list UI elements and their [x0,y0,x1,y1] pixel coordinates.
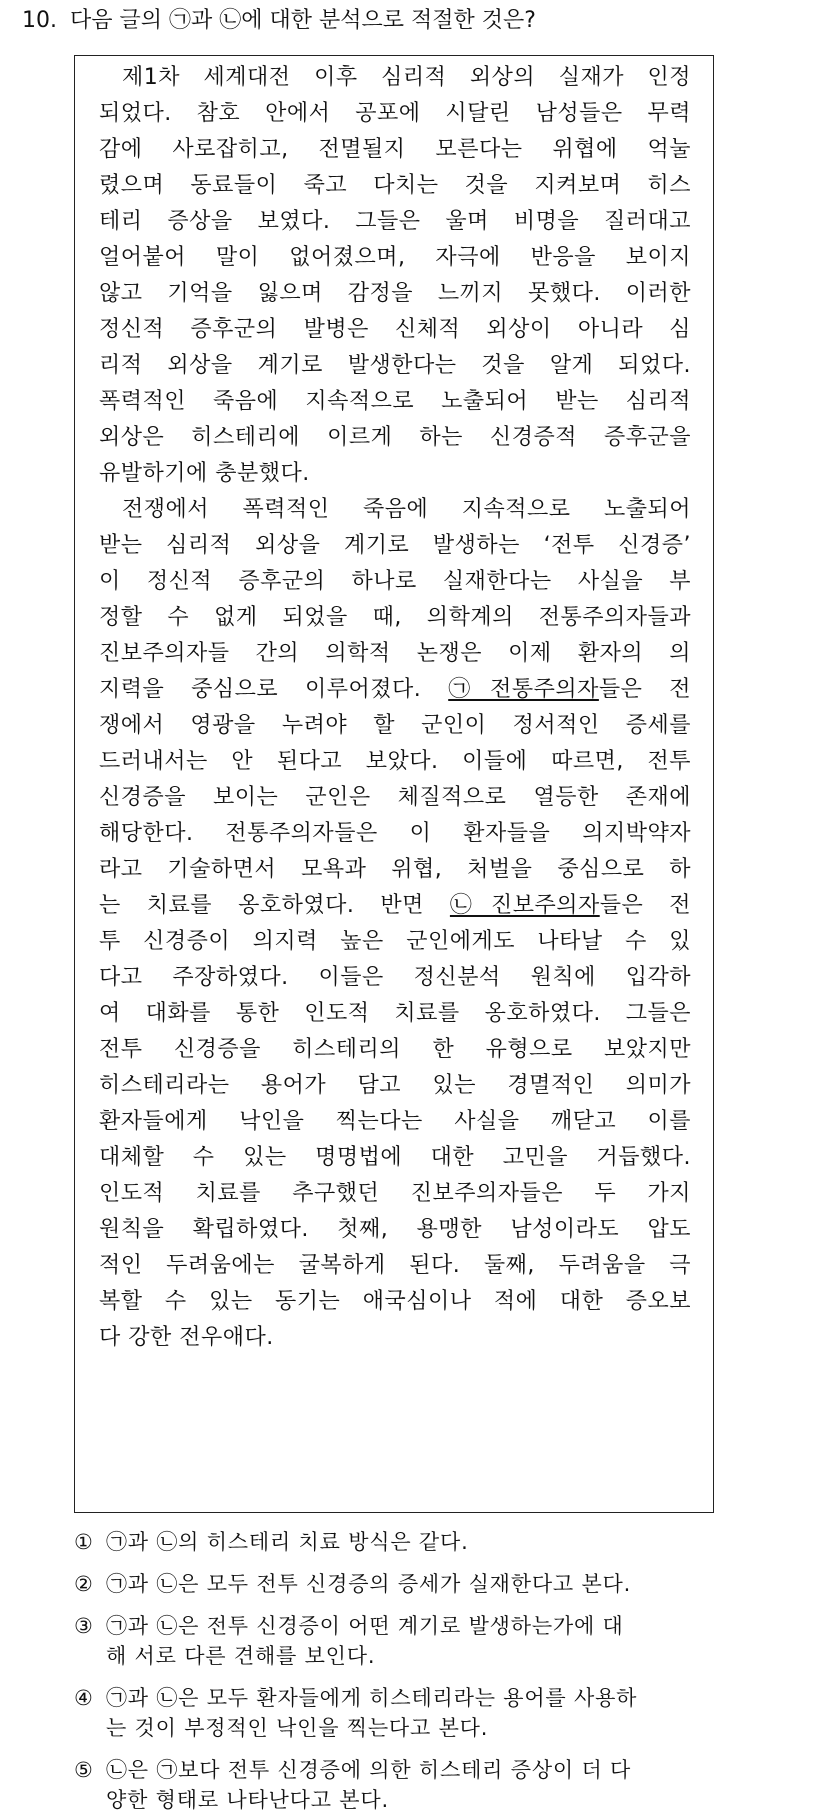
choice-text: ㉠과 ㉡은 모두 환자들에게 히스테리라는 용어를 사용하 [106,1686,638,1710]
passage-text: 지력을 중심으로 이루어졌다. [99,677,449,702]
passage-line: 되었다. 참호 안에서 공포에 시달린 남성들은 무력 [99,101,691,126]
passage-line [99,888,691,924]
passage-line: 받는 심리적 외상을 계기로 발생하는 ‘전투 신경증’ [99,533,691,558]
choice-5[interactable] [74,1755,631,1785]
passage-line: 라고 기술하면서 모욕과 위협, 처벌을 중심으로 하 [99,857,691,882]
passage-text: 들은 전 [599,893,692,918]
choice-5-continued: 양한 형태로 나타난다고 본다. [106,1788,389,1812]
passage-line: 드러내서는 안 된다고 보았다. 이들에 따르면, 전투 [99,749,691,774]
question-text: 다음 글의 ㉠과 ㉡에 대한 분석으로 적절한 것은? [70,8,536,33]
choice-text: ㉠과 ㉡은 모두 전투 신경증의 증세가 실재한다고 본다. [106,1572,632,1596]
passage-line: 감에 사로잡히고, 전멸될지 모른다는 위협에 억눌 [99,137,691,162]
passage-line: 않고 기억을 잃으며 감정을 느끼지 못했다. 이러한 [99,281,691,306]
passage-line: 유발하기에 충분했다. [99,461,310,486]
passage-line: 여 대화를 통한 인도적 치료를 옹호하였다. 그들은 [99,1001,691,1026]
question-number: 10. [22,8,57,33]
marker-b-progressives: ㉡진보주의자 [449,893,600,918]
passage-line: 원칙을 확립하였다. 첫째, 용맹한 남성이라도 압도 [99,1217,691,1242]
passage-line: 투 신경증이 의지력 높은 군인에게도 나타날 수 있 [99,929,691,954]
passage-line: 다고 주장하였다. 이들은 정신분석 원칙에 입각하 [99,965,691,990]
choice-1[interactable] [74,1527,469,1557]
passage-line: 진보주의자들 간의 의학적 논쟁은 이제 환자의 의 [99,641,691,666]
marker-a-traditionalists: ㉠전통주의자 [448,677,599,702]
passage-line: 리적 외상을 계기로 발생한다는 것을 알게 되었다. [99,353,691,378]
passage-line: 인도적 치료를 추구했던 진보주의자들은 두 가지 [99,1181,691,1206]
passage-line: 적인 두려움에는 굴복하게 된다. 둘째, 두려움을 극 [99,1253,691,1278]
passage-line: 폭력적인 죽음에 지속적으로 노출되어 받는 심리적 [99,389,691,414]
choice-3[interactable] [74,1611,624,1641]
choice-number: ④ [74,1686,94,1710]
passage-line: 전쟁에서 폭력적인 죽음에 지속적으로 노출되어 [122,497,691,522]
choice-3-continued: 해 서로 다른 견해를 보인다. [106,1644,376,1668]
passage-line: 히스테리라는 용어가 담고 있는 경멸적인 의미가 [99,1073,691,1098]
choice-text: ㉠과 ㉡의 히스테리 치료 방식은 같다. [106,1530,469,1554]
passage-line [99,672,691,708]
passage-line: 대체할 수 있는 명명법에 대한 고민을 거듭했다. [99,1145,691,1170]
passage-line: 전투 신경증을 히스테리의 한 유형으로 보았지만 [99,1037,691,1062]
choice-number: ① [74,1530,94,1554]
passage-line: 제1차 세계대전 이후 심리적 외상의 실재가 인정 [122,65,691,90]
passage-text: 들은 전 [598,677,692,702]
choice-4-continued: 는 것이 부정적인 낙인을 찍는다고 본다. [106,1716,489,1740]
passage-line: 정신적 증후군의 발병은 신체적 외상이 아니라 심 [99,317,691,342]
passage-line: 다 강한 전우애다. [99,1325,274,1350]
passage-line: 해당한다. 전통주의자들은 이 환자들을 의지박약자 [99,821,691,846]
passage-text: 는 치료를 옹호하였다. 반면 [99,893,450,918]
passage-line: 테리 증상을 보였다. 그들은 울며 비명을 질러대고 [99,209,691,234]
passage-line: 쟁에서 영광을 누려야 할 군인이 정서적인 증세를 [99,713,691,738]
passage-line: 외상은 히스테리에 이르게 하는 신경증적 증후군을 [99,425,691,450]
choice-text: ㉡은 ㉠보다 전투 신경증에 의한 히스테리 증상이 더 다 [106,1758,632,1782]
choice-2[interactable] [74,1569,631,1599]
passage-line: 복할 수 있는 동기는 애국심이나 적에 대한 증오보 [99,1289,691,1314]
choice-number: ② [74,1572,94,1596]
choice-text: ㉠과 ㉡은 전투 신경증이 어떤 계기로 발생하는가에 대 [106,1614,624,1638]
passage-line: 얼어붙어 말이 없어졌으며, 자극에 반응을 보이지 [99,245,691,270]
question-stem [22,4,536,38]
choice-number: ③ [74,1614,94,1638]
passage-line: 정할 수 없게 되었을 때, 의학계의 전통주의자들과 [99,605,691,630]
passage-line: 환자들에게 낙인을 찍는다는 사실을 깨닫고 이를 [99,1109,691,1134]
passage-line: 이 정신적 증후군의 하나로 실재한다는 사실을 부 [99,569,691,594]
choice-number: ⑤ [74,1758,94,1782]
choice-4[interactable] [74,1683,637,1713]
passage-line: 렸으며 동료들이 죽고 다치는 것을 지켜보며 히스 [99,173,691,198]
passage-line: 신경증을 보이는 군인은 체질적으로 열등한 존재에 [99,785,691,810]
